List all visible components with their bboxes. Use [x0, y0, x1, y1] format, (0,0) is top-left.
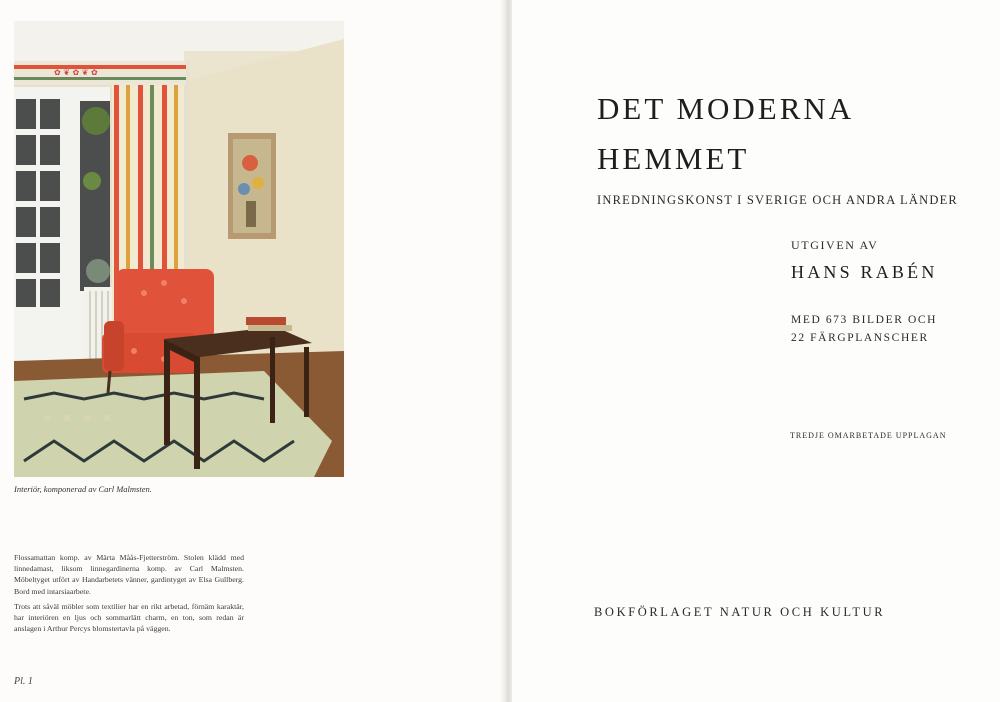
- color-plate-interior: [14, 21, 344, 477]
- editor-label: UTGIVEN AV: [791, 238, 879, 252]
- plate-number: Pl. 1: [14, 676, 33, 687]
- title-line-1: DET MODERNA: [597, 91, 855, 126]
- description-paragraph: Flossamattan komp. av Märta Måås-Fjetterström. Stolen klädd med linnedamast, liksom linnegardinerna komp. av Carl Malmsten. Möbeltyget utfört av Handarbetets vänner, gardintyget av Elsa Gullberg. Bord med intarsiaarbete.: [14, 553, 244, 596]
- publisher-name: BOKFÖRLAGET NATUR OCH KULTUR: [594, 605, 886, 619]
- title-line-2: HEMMET: [597, 141, 750, 176]
- illustrations-line-1: MED 673 BILDER OCH: [791, 314, 938, 326]
- book-subtitle: INREDNINGSKONST I SVERIGE OCH ANDRA LÄNDER: [597, 193, 958, 207]
- illustrations-line-2: 22 FÄRGPLANSCHER: [791, 332, 929, 344]
- book-title: [597, 84, 854, 184]
- edition-note: TREDJE OMARBETADE UPPLAGAN: [790, 431, 947, 440]
- plate-caption: Interiör, komponerad av Carl Malmsten.: [14, 484, 152, 494]
- plate-description: [14, 552, 244, 638]
- svg-text:✿ ❦ ✿ ❦ ✿: ✿ ❦ ✿ ❦ ✿: [54, 68, 98, 77]
- description-paragraph: Trots att såväl möbler som textilier har en rikt arbetad, förnäm karaktär, har interiören en ljus och sommarlätt charm, en ton, som redan är anslagen i Arthur Percys blomstertavla på väggen.: [14, 601, 244, 634]
- interior-photo: [14, 21, 344, 477]
- editor-name: HANS RABÉN: [791, 262, 938, 282]
